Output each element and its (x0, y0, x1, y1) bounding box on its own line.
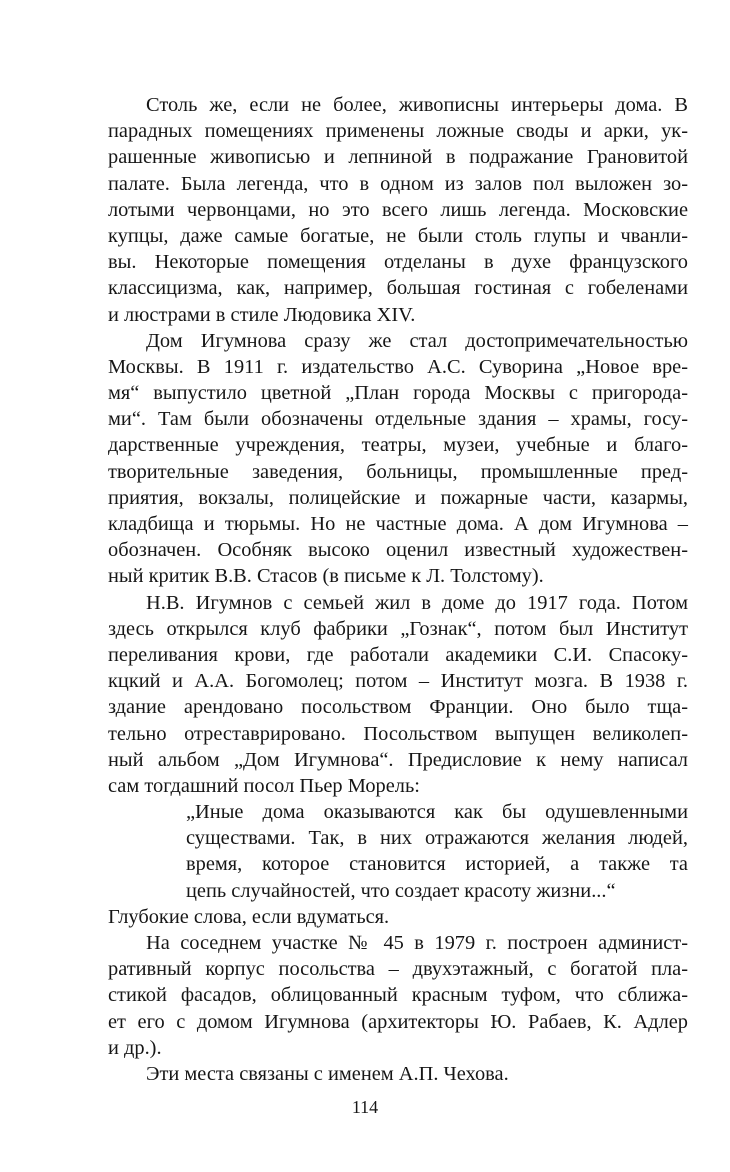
page-number: 114 (351, 1097, 379, 1117)
paragraph-interiors (108, 92, 688, 328)
text-line: кладбища и тюрьмы. Но не частные дома. А дом Игумнова – (108, 513, 688, 535)
text-line: Эти места связаны с именем А.П. Чехова. (146, 1062, 509, 1085)
text-line: тельно отреставрировано. Посольством выпущен великолеп- (108, 722, 688, 745)
text-line: купцы, даже самые богатые, не были столь глупы и чванли- (108, 224, 688, 247)
paragraph-neighbor-plot (108, 930, 688, 1061)
quote-line: цепь случайностей, что создает красоту жизни...“ (186, 879, 616, 902)
text-line: приятия, вокзалы, полицейские и пожарные части, казармы, (108, 486, 688, 509)
text-line: ный альбом „Дом Игумнова“. Предисловие к нему написал (108, 748, 688, 771)
text-line: обозначен. Особняк высоко оценил известный художествен- (108, 539, 688, 562)
paragraph-chekhov (108, 1061, 688, 1087)
text-line: переливания крови, где работали академики С.И. Спасоку- (108, 643, 688, 666)
text-line: лотыми червонцами, но это всего лишь легенда. Московские (108, 198, 688, 221)
text-line: Дом Игумнова сразу же стал достопримечательностью (146, 329, 688, 352)
body-text (108, 92, 688, 1087)
quote-line: время, которое становится историей, а также та (186, 853, 688, 876)
quote-line: „Иные дома оказываются как бы одушевленными (186, 801, 688, 824)
text-line: творительные заведения, больницы, промышленные пред- (108, 460, 688, 483)
text-line: дарственные учреждения, театры, музеи, учебные и благо- (108, 434, 688, 457)
text-line: рашенные живописью и лепниной в подражание Грановитой (108, 146, 688, 169)
paragraph-comment (108, 904, 688, 930)
text-line: ный критик В.В. Стасов (в письме к Л. Толстому). (108, 565, 544, 588)
text-line: ративный корпус посольства – двухэтажный, с богатой пла- (108, 958, 688, 981)
text-line: Глубокие слова, если вдуматься. (108, 905, 390, 928)
text-line: парадных помещениях применены ложные своды и арки, ук- (108, 120, 688, 143)
text-line: классицизма, как, например, большая гостиная с гобеленами (108, 277, 688, 300)
quote-line: существами. Так, в них отражаются желания людей, (186, 827, 688, 850)
text-line: здание арендовано посольством Франции. Оно было тща- (108, 696, 688, 719)
text-line: и др.). (108, 1036, 162, 1059)
text-line: и люстрами в стиле Людовика XIV. (108, 303, 416, 326)
text-line: Столь же, если не более, живописны интерьеры дома. В (146, 94, 688, 116)
text-line: Н.В. Игумнов с семьей жил в доме до 1917 года. Потом (146, 591, 688, 614)
text-line: ми“. Там были обозначены отдельные здания – храмы, госу- (108, 408, 688, 431)
paragraph-landmark (108, 328, 688, 590)
block-quote (108, 799, 688, 904)
text-line: На соседнем участке № 45 в 1979 г. построен админист- (146, 932, 688, 954)
text-line: стикой фасадов, облицованный красным туфом, что сближа- (108, 984, 688, 1007)
text-line: здесь открылся клуб фабрики „Гознак“, потом был Институт (108, 617, 688, 640)
text-line: сам тогдашний посол Пьер Морель: (108, 774, 420, 797)
text-line: ет его с домом Игумнова (архитекторы Ю. Рабаев, К. Адлер (108, 1010, 688, 1033)
text-line: мя“ выпустило цветной „План города Москвы с пригорода- (108, 382, 688, 405)
paragraph-history (108, 590, 688, 800)
text-line: палате. Была легенда, что в одном из залов пол выложен зо- (108, 172, 688, 195)
text-line: вы. Некоторые помещения отделаны в духе французского (108, 251, 688, 274)
text-line: Москвы. В 1911 г. издательство А.С. Суворина „Новое вре- (108, 355, 688, 378)
text-line: кцкий и А.А. Богомолец; потом – Институт мозга. В 1938 г. (108, 670, 688, 693)
